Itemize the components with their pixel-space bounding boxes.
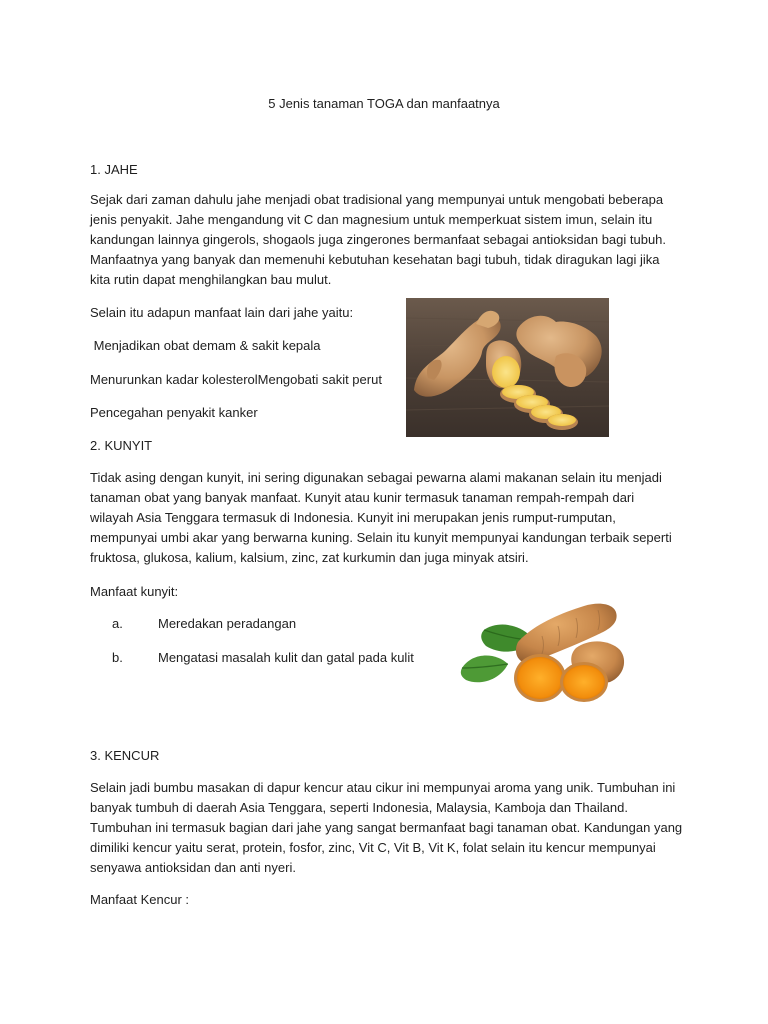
list-marker: a. — [112, 616, 123, 631]
section-heading-jahe: 1. JAHE — [90, 162, 138, 177]
turmeric-illustration — [458, 596, 634, 708]
paragraph-line: Tidak asing dengan kunyit, ini sering digunakan sebagai pewarna alami makanan selain itu menjadi — [90, 470, 662, 485]
paragraph-jahe — [90, 190, 680, 290]
paragraph-line: Tumbuhan ini termasuk bagian dari jahe yang sangat bermanfaat bagi tanaman obat. Kandungan yang — [90, 820, 683, 835]
paragraph-line: mempunyai umbi akar yang berwarna kuning. Selain itu kunyit mempunyai kandungan terbaik seperti — [90, 530, 672, 545]
section-heading-kunyit: 2. KUNYIT — [90, 438, 153, 453]
paragraph-line: tanaman obat yang banyak manfaat. Kunyit atau kunir termasuk tanaman rempah-rempah dari — [90, 490, 635, 505]
paragraph-line: kandungan lainnya gingerols, shogaols juga zingerones bermanfaat sebagai antioksidan bagi tubuh. — [90, 232, 667, 247]
paragraph-line: senyawa antioksidan dan anti nyeri. — [90, 860, 296, 875]
paragraph-line: fruktosa, glukosa, kalium, kalsium, zinc, zat kurkumin dan juga minyak atsiri. — [90, 550, 529, 565]
paragraph-line: wilayah Asia Tenggara termasuk di Indonesia. Kunyit ini merupakan jenis rumput-rumputan, — [90, 510, 616, 525]
kunyit-benefit-item — [112, 648, 414, 668]
section-heading-kencur: 3. KENCUR — [90, 748, 160, 763]
paragraph-line: banyak tumbuh di daerah Asia Tenggara, seperti Indonesia, Malaysia, Kamboja dan Thailand. — [90, 800, 628, 815]
paragraph-line: Sejak dari zaman dahulu jahe menjadi obat tradisional yang mempunyai untuk mengobati beberapa — [90, 192, 664, 207]
kencur-benefits-intro: Manfaat Kencur : — [90, 892, 189, 907]
ginger-photo — [406, 298, 609, 437]
paragraph-line: Manfaatnya yang banyak dan memenuhi kebutuhan kesehatan bagi tubuh, tidak diragukan lagi jika — [90, 252, 660, 267]
turmeric-photo — [458, 596, 634, 708]
paragraph-line: kita rutin dapat menghilangkan bau mulut. — [90, 272, 332, 287]
jahe-benefits-intro: Selain itu adapun manfaat lain dari jahe yaitu: — [90, 305, 354, 320]
jahe-benefit-item: Menurunkan kadar kolesterolMengobati sakit perut — [90, 372, 382, 387]
paragraph-line: Selain jadi bumbu masakan di dapur kencur atau cikur ini mempunyai aroma yang unik. Tumbuhan ini — [90, 780, 676, 795]
document-title: 5 Jenis tanaman TOGA dan manfaatnya — [268, 96, 500, 111]
paragraph-kunyit — [90, 468, 680, 568]
paragraph-line: dimiliki kencur yaitu serat, protein, fosfor, zinc, Vit C, Vit B, Vit K, folat selain itu kencur mempunyai — [90, 840, 656, 855]
kunyit-benefits-intro: Manfaat kunyit: — [90, 584, 179, 599]
list-text: Meredakan peradangan — [158, 616, 297, 631]
paragraph-line: jenis penyakit. Jahe mengandung vit C dan magnesium untuk memperkuat sistem imun, selain itu — [90, 212, 653, 227]
paragraph-kencur — [90, 778, 683, 878]
list-text: Mengatasi masalah kulit dan gatal pada kulit — [158, 650, 414, 665]
jahe-benefit-item: Menjadikan obat demam & sakit kepala — [90, 338, 321, 353]
ginger-illustration — [406, 298, 609, 437]
kunyit-benefit-item — [112, 614, 296, 634]
jahe-benefit-item: Pencegahan penyakit kanker — [90, 405, 258, 420]
list-marker: b. — [112, 650, 123, 665]
